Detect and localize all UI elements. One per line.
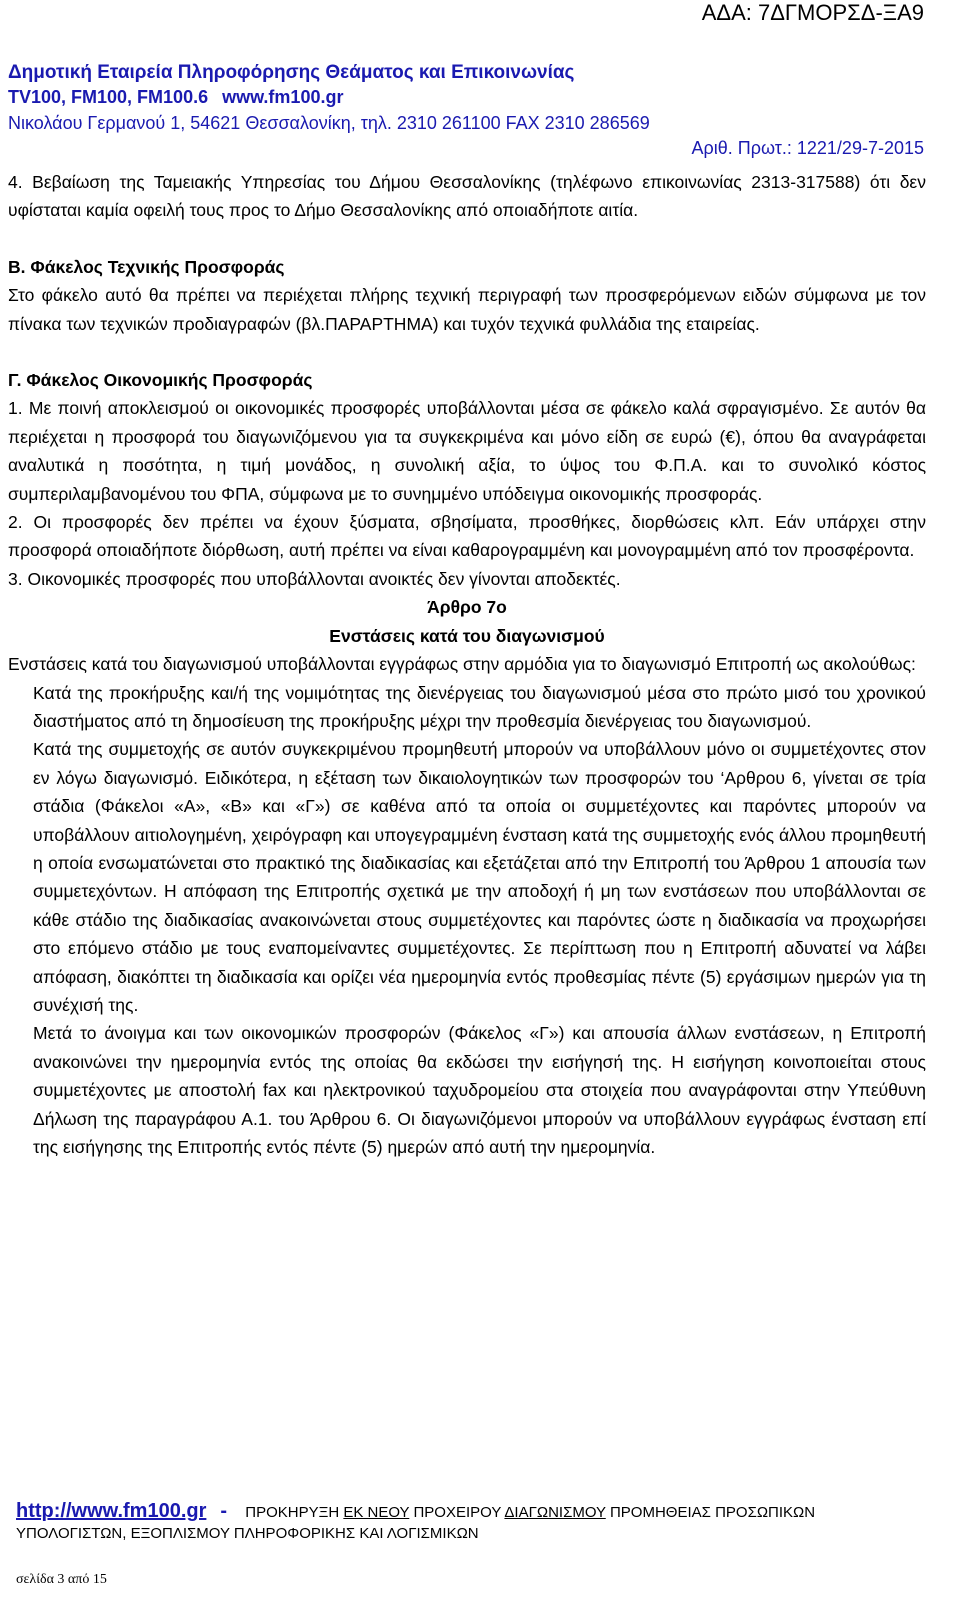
footer-text: ΠΡΟΚΗΡΥΞΗ (245, 1504, 340, 1521)
item-text: Κατά της συμμετοχής σε αυτόν συγκεκριμένου προμηθευτή μπορούν να υποβάλλουν μόνο οι συμμετέχοντες στον εν λόγω διαγωνισμό. Ειδικότερα, η εξέταση των δικαιολογητικών των προσφορών του ‘Αρθρου 6, γίνεται σε τρία στάδια (Φάκελοι «Α», «Β» και «Γ») σε καθένα από τα οποία οι συμμετέχοντες και παρόντες μπορούν να υποβάλλουν αιτιολογημένη, χειρόγραφη και υπογεγραμμένη ένσταση κατά της συμμετοχής ενός άλλου προμηθευτή η οποία ενσωματώνεται στο πρακτικό της διαδικασίας και εξετάζεται από την Επιτροπή του Άρθρου 1 απουσία των συμμετεχόντων. Η απόφαση της Επιτροπής σχετικά με την αποδοχή ή μη των ενστάσεων που υποβάλλονται σε κάθε στάδιο της διαδικασίας ανακοινώνεται στους συμμετέχοντες και παρόντες ώστε η διαδικασία να προχωρήσει στο επόμενο στάδιο με τους εναπομείναντες συμμετέχοντες. Σε περίπτωση που η Επιτροπή αδυνατεί να λάβει απόφαση, διακόπτει τη διαδικασία και ορίζει νέα ημερομηνία εντός προθεσμίας πέντε (5) εργάσιμων ημερών για τη συνέχισή της. (33, 739, 926, 1015)
item-number (8, 679, 33, 707)
footer-text: ΕΚ ΝΕΟΥ (343, 1504, 410, 1521)
ada-code: ΑΔΑ: 7ΔΓΜΟΡΣΔ-ΞΑ9 (701, 0, 924, 25)
section-g-item-3: 3. Οικονομικές προσφορές που υποβάλλονται ανοικτές δεν γίνονται αποδεκτές. (8, 568, 621, 589)
item-number (8, 1019, 33, 1047)
footer-line-2: ΥΠΟΛΟΓΙΣΤΩΝ, ΕΞΟΠΛΙΣΜΟΥ ΠΛΗΡΟΦΟΡΙΚΗΣ ΚΑΙ ΛΟΓΙΣΜΙΚΩΝ (16, 1525, 479, 1542)
stations-line (8, 87, 343, 108)
footer-dash: - (220, 1500, 228, 1522)
section-b-title: Β. Φάκελος Τεχνικής Προσφοράς (8, 256, 285, 277)
article-subtitle: Ενστάσεις κατά του διαγωνισμού (329, 625, 605, 646)
article-intro: Ενστάσεις κατά του διαγωνισμού υποβάλλονται εγγράφως στην αρμόδια για το διαγωνισμό Επιτροπή ως ακολούθως: (8, 654, 916, 675)
article-title: Άρθρο 7ο (427, 597, 507, 618)
footer-website-link[interactable]: http://www.fm100.gr (16, 1500, 207, 1522)
article-item-1 (8, 679, 926, 736)
page-footer (16, 1500, 926, 1544)
footer-line-1 (16, 1500, 926, 1524)
section-g-item-2: 2. Οι προσφορές δεν πρέπει να έχουν ξύσματα, σβησίματα, προσθήκες, διορθώσεις κλπ. Εάν υπάρχει στην προσφορά οποιαδήποτε διόρθωση, αυτή πρέπει να είναι καθαρογραμμένη και μονογραμμένη από τον προσφέροντα. (8, 512, 926, 561)
item-text: Μετά το άνοιγμα και των οικονομικών προσφορών (Φάκελος «Γ») και απουσία άλλων ενστάσεων, η Επιτροπή ανακοινώνει την ημερομηνία εντός της οποίας θα εκδώσει την εισήγησή της. Η εισήγηση κοινοποιείται στους συμμετέχοντες με αποστολή fax και ηλεκτρονικού ταχυδρομείου στα στοιχεία που αναγράφονται στην Υπεύθυνη Δήλωση της παραγράφου Α.1. του Άρθρου 6. Οι διαγωνιζόμενοι μπορούν να υποβάλλουν εγγράφως ένσταση επί της εισήγησης της Επιτροπής εντός πέντε (5) ημερών από αυτή την ημερομηνία. (33, 1023, 926, 1157)
protocol-number: Αριθ. Πρωτ.: 1221/29-7-2015 (691, 138, 924, 158)
page-number: σελίδα 3 από 15 (16, 1572, 107, 1587)
document-body (8, 168, 926, 1161)
article-item-3 (8, 1019, 926, 1161)
footer-text: ΠΡΟΜΗΘΕΙΑΣ (609, 1504, 711, 1521)
address-line: Νικολάου Γερμανού 1, 54621 Θεσσαλονίκη, τηλ. 2310 261100 FAX 2310 286569 (8, 113, 650, 133)
stations: TV100, FM100, FM100.6 (8, 87, 209, 107)
organization-name: Δημοτική Εταιρεία Πληροφόρησης Θεάματος και Επικοινωνίας (8, 62, 575, 83)
item-4: 4. Βεβαίωση της Ταμειακής Υπηρεσίας του Δήμου Θεσσαλονίκης (τηλέφωνο επικοινωνίας 2313-317588) ότι δεν υφίσταται καμία οφειλή τους προς το Δήμο Θεσσαλονίκης από οποιαδήποτε αιτία. (8, 172, 926, 221)
article-item-2 (8, 735, 926, 1019)
footer-text: ΠΡΟΧΕΙΡΟΥ (413, 1504, 502, 1521)
section-b-text: Στο φάκελο αυτό θα πρέπει να περιέχεται πλήρης τεχνική περιγραφή των προσφερόμενων ειδών σύμφωνα με τον πίνακα των τεχνικών προδιαγραφών (βλ.ΠΑΡΑΡΤΗΜΑ) και τυχόν τεχνικά φυλλάδια της εταιρείας. (8, 285, 926, 334)
footer-text: ΠΡΟΣΩΠΙΚΩΝ (715, 1504, 816, 1521)
section-g-title: Γ. Φάκελος Οικονομικής Προσφοράς (8, 370, 313, 391)
footer-text: ΔΙΑΓΩΝΙΣΜΟΥ (504, 1504, 606, 1521)
section-g-item-1: 1. Με ποινή αποκλεισμού οι οικονομικές προσφορές υποβάλλονται μέσα σε φάκελο καλά σφραγισμένο. Σε αυτόν θα περιέχεται η προσφορά του διαγωνιζόμενου για τα συγκεκριμένα και μόνο είδη σε ευρώ (€), όπου θα αναγράφεται αναλυτικά η ποσότητα, η τιμή μονάδος, η συνολική αξία, το ύψος του Φ.Π.Α. και το συνολικό κόστος συμπεριλαμβανομένου του ΦΠΑ, σύμφωνα με το συνημμένο υπόδειγμα οικονομικής προσφοράς. (8, 398, 926, 504)
website-text: www.fm100.gr (222, 87, 344, 107)
item-text: Κατά της προκήρυξης και/ή της νομιμότητας της διενέργειας του διαγωνισμού μέσα στο πρώτο μισό του χρονικού διαστήματος από τη δημοσίευση της προκήρυξης μέχρι την προθεσμία διενέργειας του διαγωνισμού. (33, 682, 926, 731)
item-number (8, 735, 33, 763)
